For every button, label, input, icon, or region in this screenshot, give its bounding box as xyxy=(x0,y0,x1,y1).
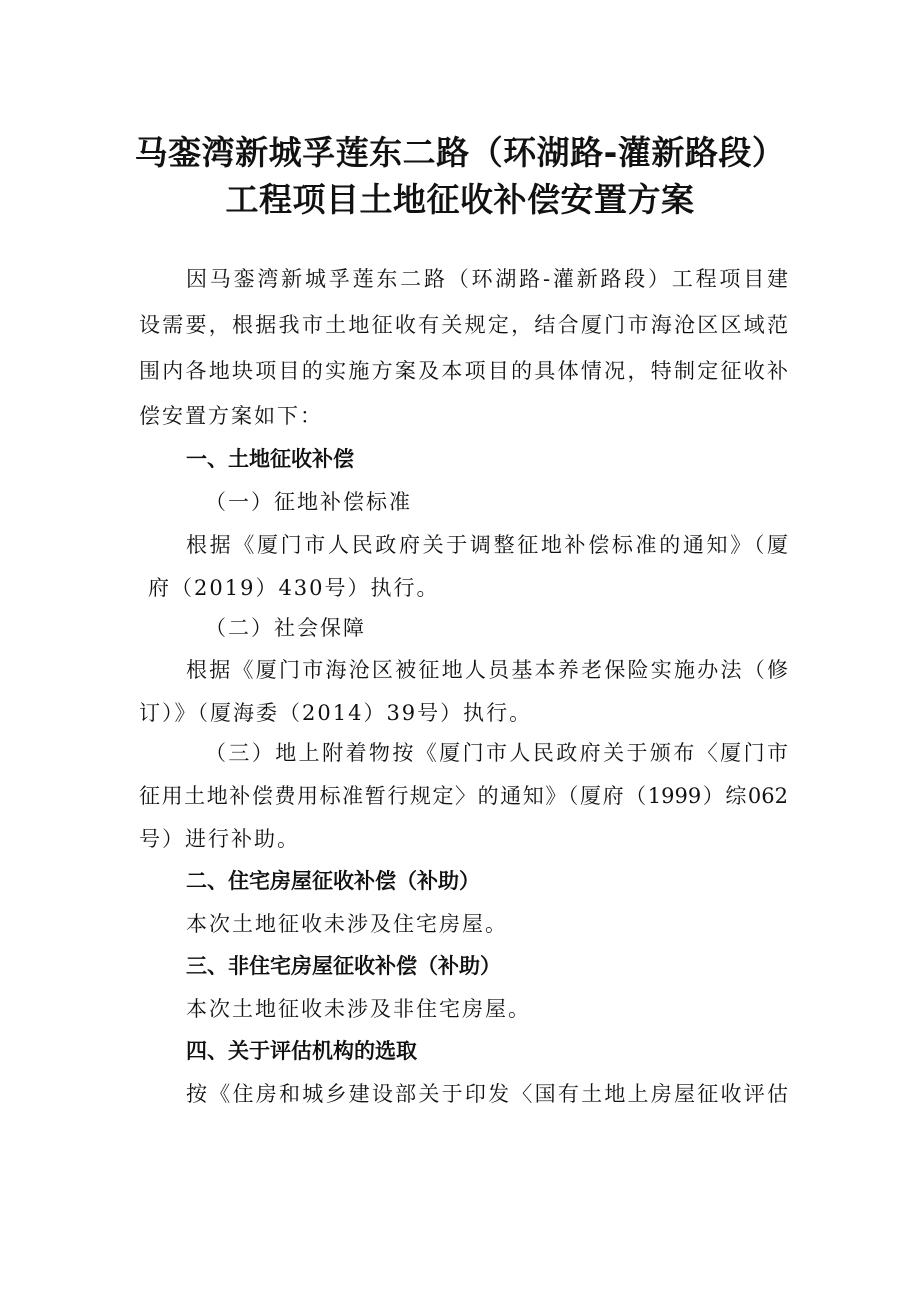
intro-paragraph-line-4: 偿安置方案如下： xyxy=(139,404,323,428)
section-4-heading: 四、关于评估机构的选取 xyxy=(186,1039,417,1063)
section-2-heading: 二、住宅房屋征收补偿（补助） xyxy=(186,869,480,893)
subsection-3-line-1: （三）地上附着物按《厦门市人民政府关于颁布〈厦门市 xyxy=(205,741,788,765)
subsection-2-line-2: 订）》（厦海委（2014）39号）执行。 xyxy=(139,701,533,725)
intro-paragraph-line-2: 设需要，根据我市土地征收有关规定，结合厦门市海沧区区域范 xyxy=(139,313,788,337)
document-title-line-2: 工程项目土地征收补偿安置方案 xyxy=(225,180,695,219)
subsection-1-line-1: 根据《厦门市人民政府关于调整征地补偿标准的通知》（厦 xyxy=(186,533,788,557)
subsection-1-line-2: 府（2019）430号）执行。 xyxy=(148,576,440,600)
section-4-line-1: 按《住房和城乡建设部关于印发〈国有土地上房屋征收评估 xyxy=(186,1082,788,1106)
intro-paragraph-line-3: 围内各地块项目的实施方案及本项目的具体情况，特制定征收补 xyxy=(139,359,788,383)
section-2-body: 本次土地征收未涉及住宅房屋。 xyxy=(186,912,508,936)
intro-paragraph-line-1: 因马銮湾新城孚莲东二路（环湖路-灌新路段）工程项目建 xyxy=(186,267,788,291)
document-title-line-1: 马銮湾新城孚莲东二路（环湖路-灌新路段） xyxy=(134,133,786,172)
subsection-2-line-1: 根据《厦门市海沧区被征地人员基本养老保险实施办法（修 xyxy=(186,658,788,682)
subsection-1-heading: （一）征地补偿标准 xyxy=(205,490,412,514)
subsection-3-line-2: 征用土地补偿费用标准暂行规定〉的通知》（厦府（1999）综062 xyxy=(139,784,788,808)
subsection-3-line-3: 号）进行补助。 xyxy=(139,827,300,851)
section-1-heading: 一、土地征收补偿 xyxy=(186,447,354,471)
section-3-body: 本次土地征收未涉及非住宅房屋。 xyxy=(186,997,531,1021)
section-3-heading: 三、非住宅房屋征收补偿（补助） xyxy=(186,954,501,978)
subsection-2-heading: （二）社会保障 xyxy=(205,616,366,640)
